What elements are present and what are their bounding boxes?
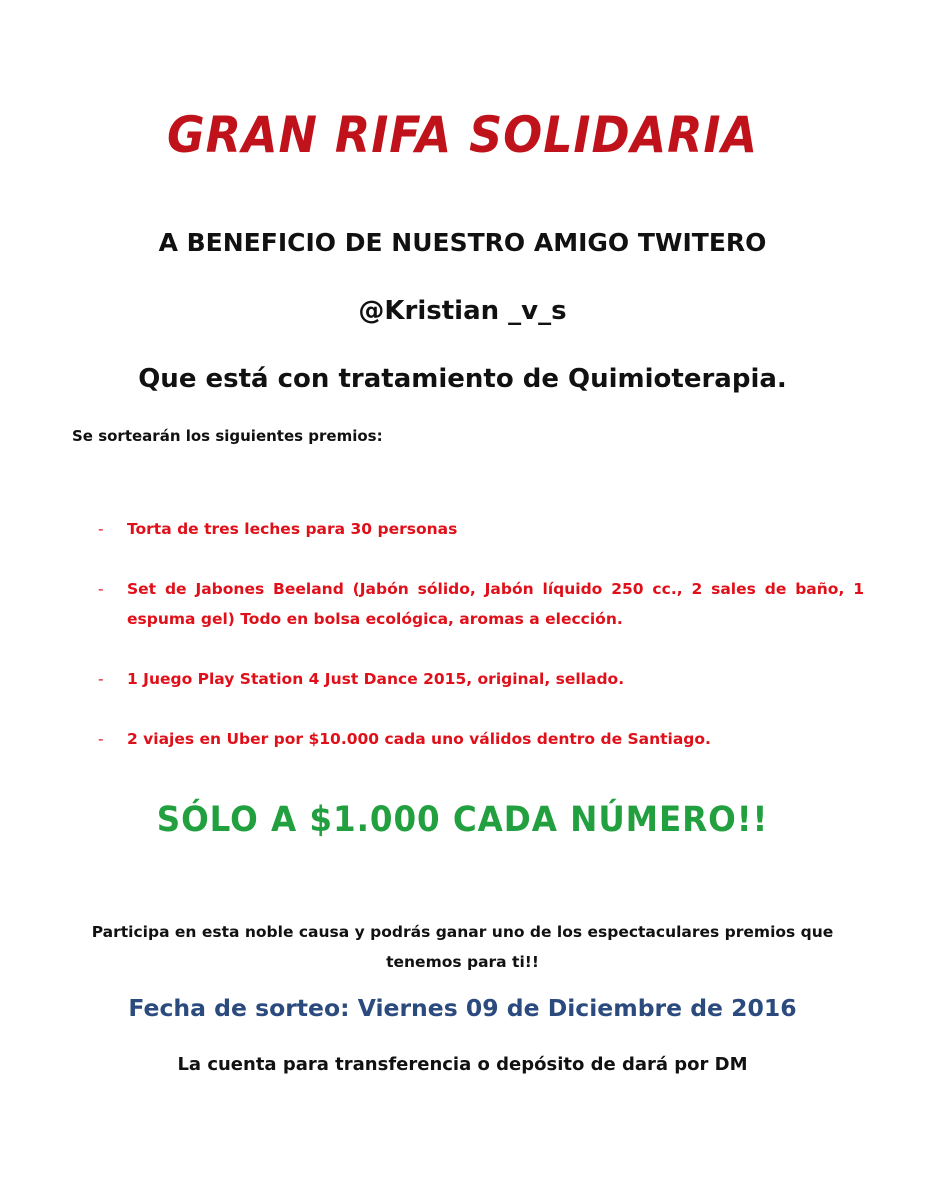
- bullet-dash: -: [98, 670, 104, 688]
- prize-text: 1 Juego Play Station 4 Just Dance 2015, original, sellado.: [127, 670, 625, 688]
- prize-item: [98, 724, 864, 754]
- bullet-dash: -: [98, 580, 104, 598]
- prize-text: Set de Jabones Beeland (Jabón sólido, Jabón líquido 250 cc., 2 sales de baño, 1 espuma gel) Todo en bolsa ecológica, aromas a elección.: [127, 580, 864, 628]
- invitation-text: Participa en esta noble causa y podrás ganar uno de los espectaculares premios que tenemos para ti!!: [91, 923, 834, 971]
- prize-item: [98, 514, 864, 544]
- bullet-dash: -: [98, 730, 104, 748]
- prize-text: 2 viajes en Uber por $10.000 cada uno válidos dentro de Santiago.: [127, 730, 711, 748]
- prize-item: [98, 574, 864, 634]
- prize-item: [98, 664, 864, 694]
- ticket-price: SÓLO A $1.000 CADA NÚMERO!!: [156, 800, 769, 840]
- bullet-dash: -: [98, 520, 104, 538]
- twitter-handle: @Kristian _v_s: [358, 296, 567, 326]
- draw-date: Fecha de sorteo: Viernes 09 de Diciembre de 2016: [128, 994, 797, 1022]
- treatment-line: Que está con tratamiento de Quimioterapia.: [138, 364, 787, 394]
- account-note: La cuenta para transferencia o depósito de dará por DM: [177, 1054, 748, 1075]
- benefit-heading: A BENEFICIO DE NUESTRO AMIGO TWITERO: [158, 228, 767, 257]
- prize-list: [98, 514, 864, 784]
- prizes-intro: Se sortearán los siguientes premios:: [72, 427, 383, 445]
- flyer-title: GRAN RIFA SOLIDARIA: [166, 106, 758, 164]
- prize-text: Torta de tres leches para 30 personas: [127, 520, 458, 538]
